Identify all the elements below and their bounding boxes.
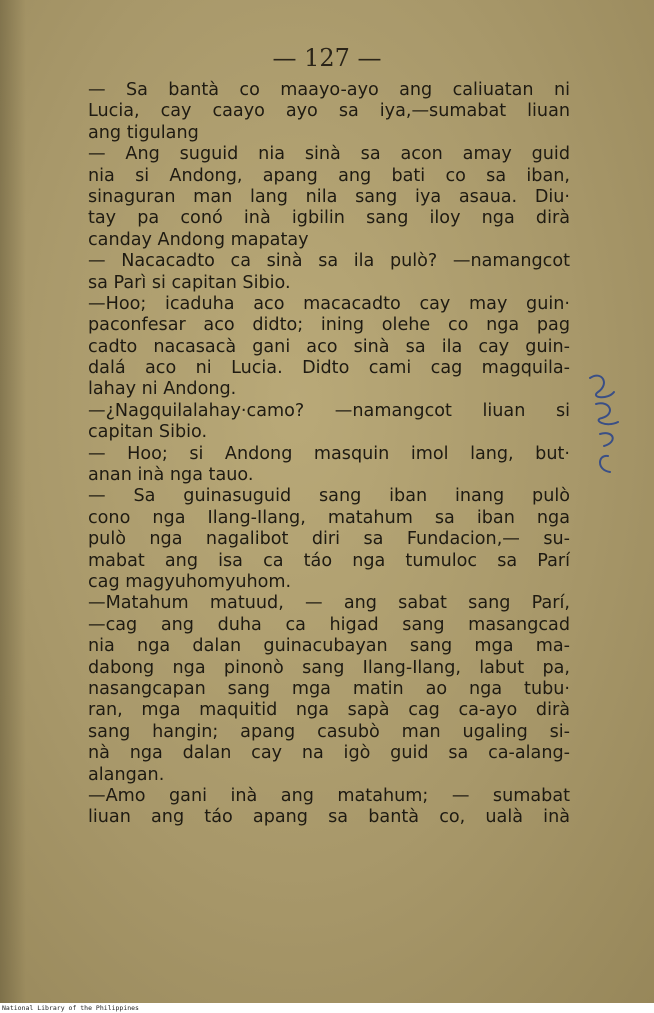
text-line: ran, mga maquitid nga sapà cag ca-ayo dirà (88, 700, 570, 721)
text-line: —cag ang duha ca higad sang masangcad (88, 614, 570, 635)
text-line: —¿Nagquilalahay·camo? —namangcot liuan si (88, 400, 570, 421)
text-line: —Matahum matuud, — ang sabat sang Parí, (88, 593, 570, 614)
text-line: cag magyuhomyuhom. (88, 571, 292, 592)
text-line: sa Parì si capitan Sibio. (88, 272, 291, 293)
text-line: anan inà nga tauo. (88, 465, 254, 486)
text-line: capitan Sibio. (88, 422, 208, 443)
text-line: paconfesar aco didto; ining olehe co nga pag (88, 315, 570, 336)
library-footer: National Library of the Philippines (2, 1004, 139, 1012)
text-line: nia nga dalan guinacubayan sang mga ma- (88, 636, 570, 657)
page-number: — 127 — (272, 44, 382, 72)
text-line: —Amo gani inà ang matahum; — sumabat (88, 785, 570, 806)
text-line: mabat ang isa ca táo nga tumuloc sa Parí (88, 550, 570, 571)
text-line: — Hoo; si Andong masquin imol lang, but· (88, 443, 570, 464)
text-line: alangan. (88, 764, 165, 785)
text-line: cadto nacasacà gani aco sinà sa ila cay guin- (88, 336, 570, 357)
text-line: — Ang suguid nia sinà sa acon amay guid (88, 144, 570, 165)
text-line: nasangcapan sang mga matin ao nga tubu· (88, 678, 570, 699)
body-text (88, 80, 570, 829)
text-line: Lucia, cay caayo ayo sa iya,—sumabat liuan (88, 101, 570, 122)
text-line: dabong nga pinonò sang Ilang-Ilang, labut pa, (88, 657, 570, 678)
text-line: — Nacacadto ca sinà sa ila pulò? —namangcot (88, 251, 570, 272)
text-line: cono nga Ilang-Ilang, matahum sa iban nga (88, 507, 570, 528)
text-line: lahay ni Andong. (88, 379, 237, 400)
text-line: liuan ang táo apang sa bantà co, ualà inà (88, 807, 570, 828)
text-line: nia si Andong, apang ang bati co sa iban, (88, 165, 570, 186)
text-line: nà nga dalan cay na igò guid sa ca-alang- (88, 743, 570, 764)
text-line: sang hangin; apang casubò man ugaling si- (88, 721, 570, 742)
text-line: dalá aco ni Lucia. Didto cami cag magquila- (88, 358, 570, 379)
text-line: pulò nga nagalibot diri sa Fundacion,— su- (88, 529, 570, 550)
text-line: — Sa guinasuguid sang iban inang pulò (88, 486, 570, 507)
handwritten-margin-note (580, 370, 630, 480)
text-line: tay pa conó inà igbilin sang iloy nga dirà (88, 208, 570, 229)
text-line: sinaguran man lang nila sang iya asaua. Diu· (88, 186, 570, 207)
text-line: — Sa bantà co maayo-ayo ang caliuatan ni (88, 80, 570, 100)
text-line: —Hoo; icaduha aco macacadto cay may guin· (88, 293, 570, 314)
text-line: ang tigulang (88, 122, 199, 143)
text-line: canday Andong mapatay (88, 229, 309, 250)
